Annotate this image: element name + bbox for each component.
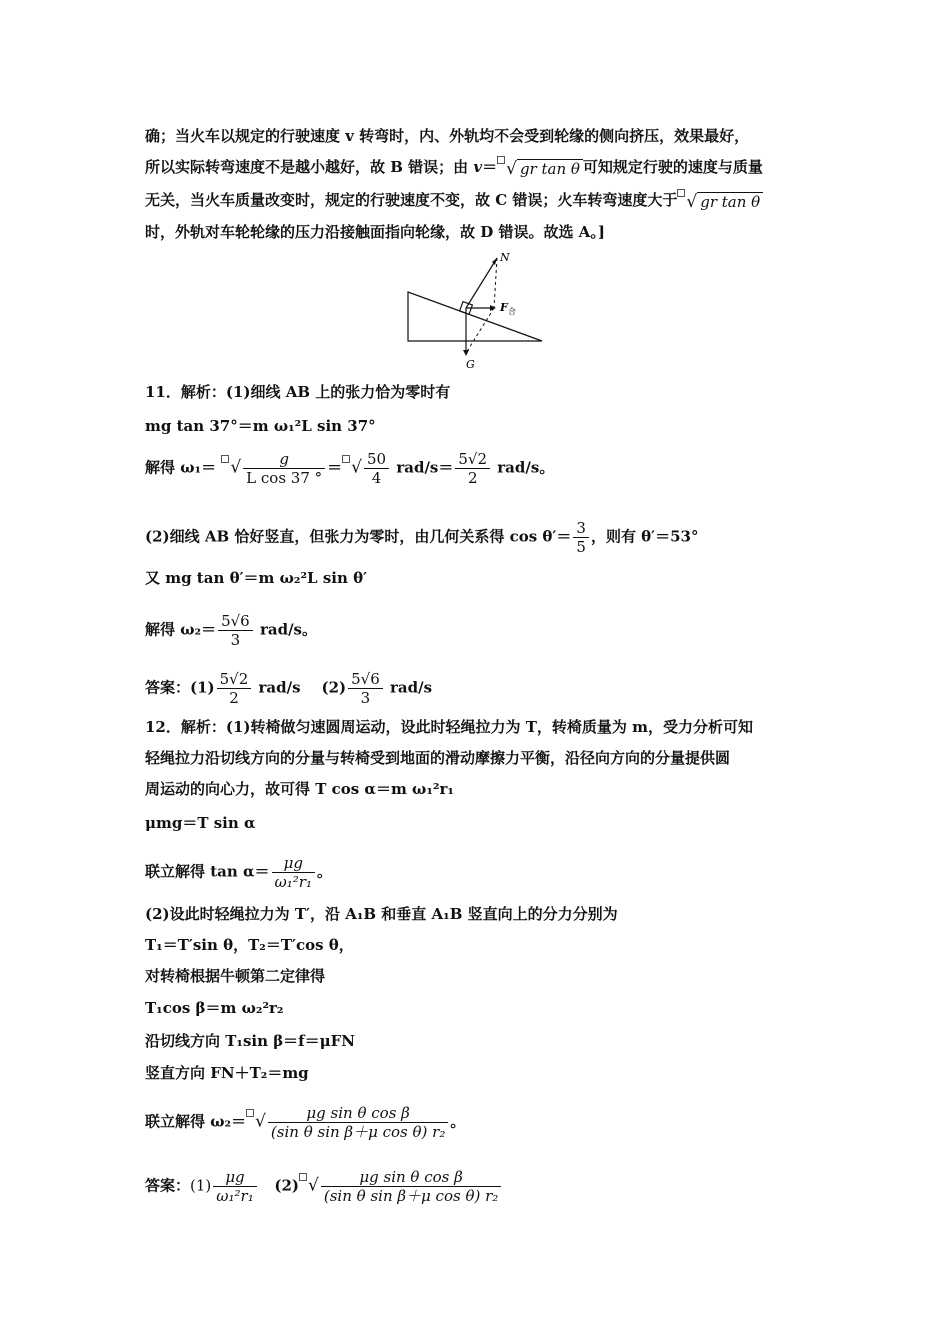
l5-suffix: 。 [317, 862, 333, 881]
fraction [364, 450, 389, 487]
intro-line-3-text: 无关，当火车质量改变时，规定的行驶速度不变，故 C 错误；火车转弯速度大于 [145, 191, 678, 209]
denominator: ω₁²r₁ [274, 873, 312, 891]
intro-line-2 [145, 155, 763, 181]
intro-line-2-text-b: 可知规定行驶的速度与质量 [582, 158, 763, 176]
l5-prefix: 联立解得 tan α＝ [145, 862, 270, 881]
fraction [217, 670, 252, 707]
answer-prefix: 答案：(1) [145, 678, 215, 697]
radical-icon: √ [255, 1111, 266, 1132]
q11-heading: 11．解析：(1)细线 AB 上的张力恰为零时有 [145, 383, 451, 401]
unit: rad/s。 [497, 458, 555, 477]
intro-line-1: 确；当火车以规定的行驶速度 v 转弯时，内、外轨均不会受到轮缘的侧向挤压，效果最好， [145, 127, 750, 145]
fraction [268, 1104, 448, 1141]
denominator: ω₁²r₁ [216, 1187, 254, 1205]
force-diagram [400, 250, 550, 375]
denominator: 5 [576, 538, 586, 556]
denominator: (sin θ sin β＋μ cos θ) r₂ [270, 1123, 446, 1141]
numerator: 3 [573, 519, 589, 538]
dashed-line [494, 258, 497, 308]
label-f: F [500, 301, 508, 314]
q11-solve-2 [145, 612, 317, 649]
numerator: 50 [364, 450, 389, 469]
placeholder-box-icon [342, 455, 350, 463]
unit: rad/s。 [259, 620, 318, 639]
part2-prefix: (2)细线 AB 恰好竖直，但张力为零时，由几何关系得 cos θ′＝ [145, 527, 572, 546]
sqrt-expression [677, 189, 763, 214]
equals-sign: ＝ [482, 158, 498, 176]
denominator: L cos 37 ° [246, 469, 323, 487]
radical-icon: √ [351, 457, 362, 478]
sqrt-fraction [221, 450, 327, 487]
equals-sign: ＝ [327, 458, 343, 477]
fraction [243, 450, 325, 487]
q12-line-11: 竖直方向 FN＋T₂＝mg [145, 1064, 309, 1082]
unit: rad/s [390, 678, 433, 697]
intro-line-4: 时，外轨对车轮轮缘的压力沿接触面指向轮缘，故 D 错误。故选 A。] [145, 223, 605, 241]
numerator: 5√6 [348, 670, 383, 689]
answer-2-label: (2) [274, 1176, 300, 1195]
q12-line-7: T₁＝T′sin θ，T₂＝T′cos θ， [145, 936, 354, 954]
placeholder-box-icon [677, 189, 685, 197]
velocity-symbol: v [473, 158, 483, 176]
answer-prefix: 答案： [145, 1176, 191, 1195]
l12-suffix: 。 [450, 1112, 466, 1131]
solve2-prefix: 解得 ω₂＝ [145, 620, 217, 639]
unit: rad/s [396, 458, 439, 477]
denominator: 3 [230, 631, 241, 649]
part2-suffix: ，则有 θ′＝53° [590, 527, 699, 546]
solve-prefix: 解得 ω₁＝ [145, 458, 217, 477]
q12-line-8: 对转椅根据牛顿第二定律得 [145, 967, 326, 985]
q12-line-9: T₁cos β＝m ω₂²r₂ [145, 999, 284, 1017]
q12-line-12 [145, 1104, 465, 1141]
q11-answer [145, 670, 432, 707]
radical-icon: √ [230, 457, 242, 478]
equals-sign: ＝ [438, 458, 454, 477]
numerator: 5√6 [218, 612, 253, 631]
numerator: μg [272, 854, 315, 873]
radical-icon: √ [308, 1175, 319, 1196]
label-n: N [500, 251, 510, 264]
numerator: μg [213, 1168, 256, 1187]
sqrt-fraction [342, 450, 391, 487]
placeholder-box-icon [246, 1109, 254, 1117]
fraction [573, 519, 589, 556]
unit: rad/s [258, 678, 301, 697]
q12-line-1: 12．解析：(1)转椅做匀速圆周运动，设此时轻绳拉力为 T，转椅质量为 m，受力分析可知 [145, 718, 753, 736]
denominator: (sin θ sin β＋μ cos θ) r₂ [323, 1187, 499, 1205]
q12-answer [145, 1168, 503, 1205]
radicand: gr tan θ [697, 192, 763, 211]
q12-line-5 [145, 854, 332, 891]
q12-line-6: (2)设此时轻绳拉力为 T′，沿 A₁B 和垂直 A₁B 竖直向上的分力分别为 [145, 905, 618, 923]
denominator: 3 [360, 689, 371, 707]
answer-1-label: (1) [190, 1176, 212, 1195]
label-g: G [466, 358, 475, 371]
denominator: 2 [467, 469, 478, 487]
q11-solve-1 [145, 450, 554, 487]
sqrt-expression [497, 156, 583, 181]
numerator: 5√2 [217, 670, 252, 689]
q11-part-2 [145, 519, 699, 556]
intro-line-2-text-a: 所以实际转弯速度不是越小越好，故 B 错误；由 [145, 158, 474, 176]
q11-equation-2: 又 mg tan θ′＝m ω₂²L sin θ′ [145, 569, 368, 587]
sqrt-fraction [299, 1168, 503, 1205]
fraction [272, 854, 315, 891]
placeholder-box-icon [497, 156, 505, 164]
numerator: 5√2 [455, 450, 490, 469]
q11-equation-1: mg tan 37°＝m ω₁²L sin 37° [145, 417, 376, 435]
answer-2-prefix: (2) [321, 678, 347, 697]
fraction [455, 450, 490, 487]
placeholder-box-icon [221, 455, 229, 463]
denominator: 4 [371, 469, 382, 487]
normal-force-arrow [466, 258, 497, 308]
q12-line-3: 周运动的向心力，故可得 T cos α＝m ω₁²r₁ [145, 780, 454, 798]
incline-triangle [408, 292, 542, 341]
placeholder-box-icon [299, 1173, 307, 1181]
label-f-sub: 合 [508, 307, 516, 316]
denominator: 2 [229, 689, 239, 707]
sqrt-fraction [246, 1104, 450, 1141]
fraction [348, 670, 383, 707]
numerator: μg sin θ cos β [321, 1168, 501, 1187]
q12-line-10: 沿切线方向 T₁sin β＝f＝μFN [145, 1032, 355, 1050]
fraction [213, 1168, 256, 1205]
fraction [218, 612, 253, 649]
q12-line-2: 轻绳拉力沿切线方向的分量与转椅受到地面的滑动摩擦力平衡，沿径向方向的分量提供圆 [145, 749, 731, 767]
radical-icon: √ [686, 191, 698, 212]
radicand: gr tan θ [517, 159, 583, 178]
numerator: g [243, 450, 325, 469]
q12-line-4: μmg＝T sin α [145, 814, 256, 832]
radical-icon: √ [506, 158, 517, 179]
l12-prefix: 联立解得 ω₂＝ [145, 1112, 247, 1131]
fraction [321, 1168, 501, 1205]
numerator: μg sin θ cos β [268, 1104, 448, 1123]
intro-line-3 [145, 188, 763, 214]
